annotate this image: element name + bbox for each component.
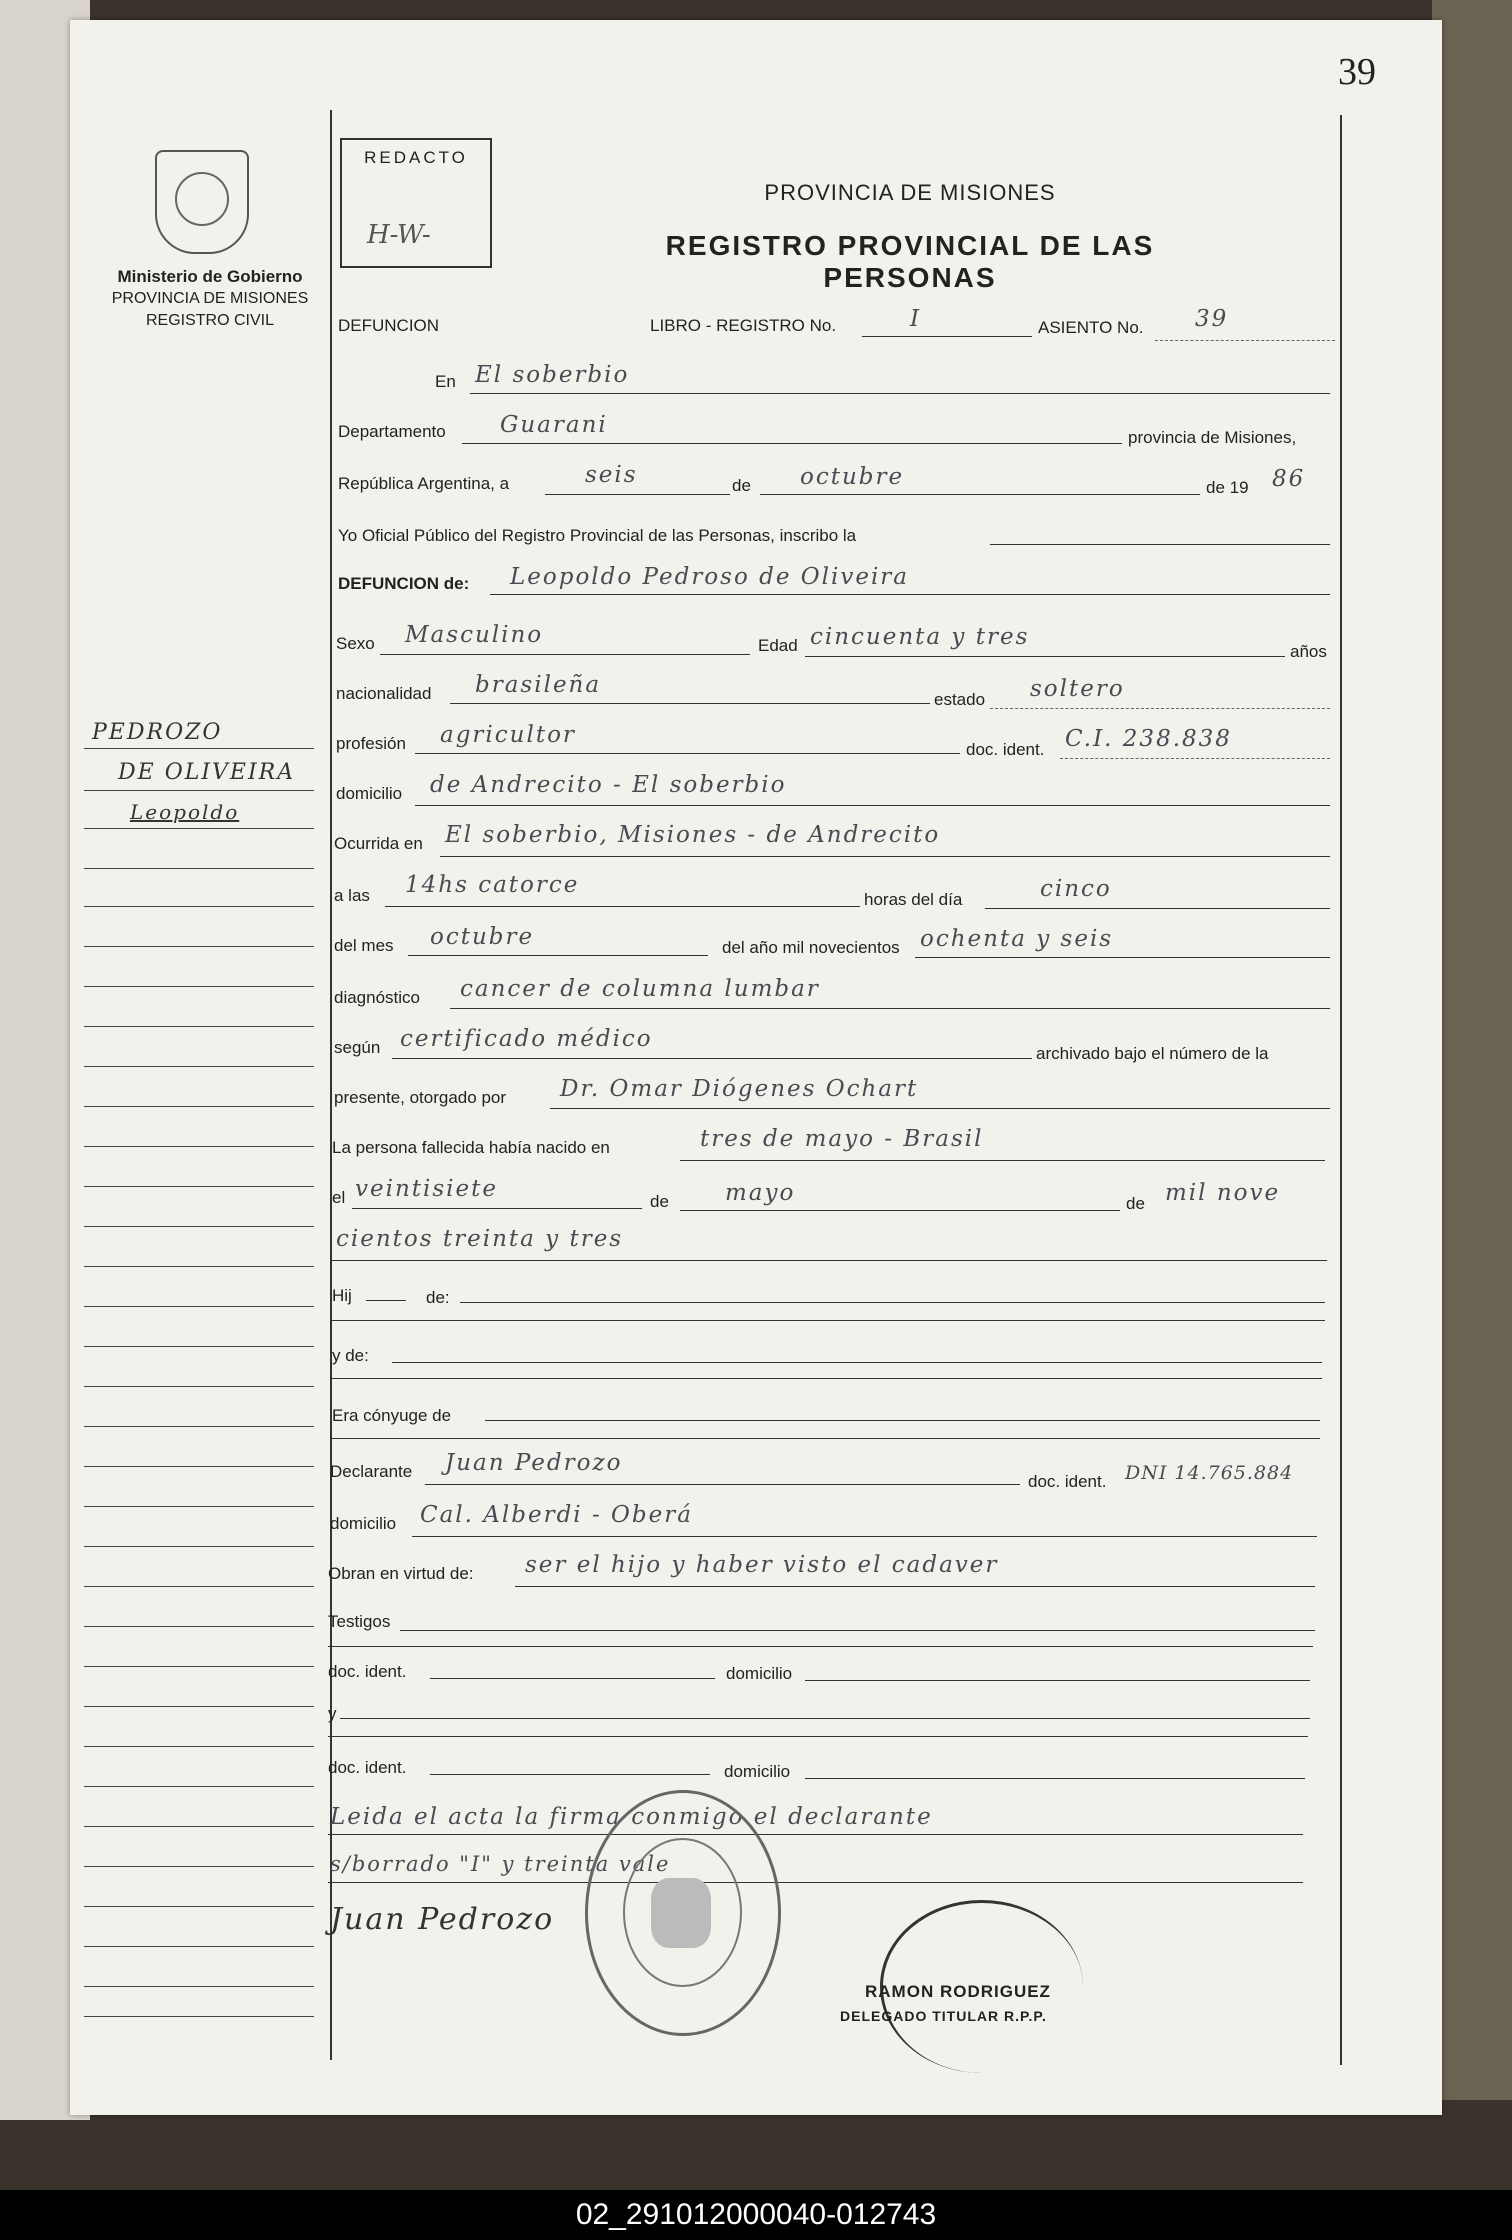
- alas-label: a las: [334, 886, 370, 905]
- horas-label: horas del día: [864, 890, 963, 909]
- departamento-label: Departamento: [338, 422, 446, 441]
- testigos-label: Testigos: [328, 1612, 391, 1631]
- estado-label: estado: [934, 690, 986, 709]
- date-continuation: cientos treinta y tres: [336, 1226, 624, 1252]
- de-label: de: [732, 476, 751, 495]
- ministry-name: Ministerio de Gobierno: [117, 267, 303, 286]
- decl-dom-value: Cal. Alberdi - Oberá: [420, 1502, 693, 1528]
- page-number: 39: [1338, 51, 1376, 93]
- official-stamp-icon: [585, 1790, 781, 2036]
- profesion-label: profesión: [336, 734, 406, 753]
- redacto-label: REDACTO: [364, 148, 468, 167]
- declarante-signature: Juan Pedrozo: [330, 1902, 555, 1937]
- delmes-label: del mes: [334, 936, 394, 955]
- hij-label: Hij: [332, 1286, 352, 1305]
- horas-value: cinco: [1040, 876, 1112, 902]
- sexo-value: Masculino: [405, 622, 544, 648]
- delanio-value: ochenta y seis: [920, 926, 1114, 952]
- da-value: mil nove: [1165, 1180, 1281, 1206]
- decl-doc-label: doc. ident.: [1028, 1472, 1107, 1491]
- republica-label: República Argentina, a: [338, 474, 510, 493]
- t1-dom-label: domicilio: [726, 1664, 793, 1683]
- asiento-label: ASIENTO No.: [1038, 318, 1144, 337]
- nacido-value: tres de mayo - Brasil: [700, 1126, 984, 1152]
- closing-line-1: Leida el acta la firma conmigo el declarante: [330, 1804, 933, 1830]
- diagnostico-value: cancer de columna lumbar: [460, 976, 820, 1002]
- y-label: y: [328, 1704, 337, 1723]
- el-value: veintisiete: [355, 1176, 498, 1202]
- ocurrida-value: El soberbio, Misiones - de Andrecito: [445, 822, 941, 848]
- provincia-label: provincia de Misiones,: [1128, 428, 1297, 447]
- libro-label: LIBRO - REGISTRO No.: [650, 316, 837, 335]
- el-label: el: [332, 1188, 346, 1207]
- delmes-value: octubre: [430, 924, 535, 950]
- ministry-registry: REGISTRO CIVIL: [145, 312, 275, 329]
- defuncion-de-label: DEFUNCION de:: [338, 574, 470, 593]
- edad-value: cincuenta y tres: [810, 624, 1030, 650]
- title-registry: REGISTRO PROVINCIAL DE LAS PERSONAS: [665, 230, 1155, 293]
- title-province: PROVINCIA DE MISIONES: [764, 180, 1056, 205]
- oficial-text: Yo Oficial Público del Registro Provincial de las Personas, inscribo la: [338, 526, 857, 545]
- decl-dom-label: domicilio: [330, 1514, 397, 1533]
- archivado-label: archivado bajo el número de la: [1036, 1044, 1269, 1063]
- edad-label: Edad: [758, 636, 798, 655]
- margin-given-name: Leopoldo: [130, 800, 240, 824]
- declarante-value: Juan Pedrozo: [445, 1450, 623, 1476]
- asiento-value: 39: [1195, 306, 1229, 332]
- anos-label: años: [1290, 642, 1327, 661]
- anio-label: de 19: [1206, 478, 1249, 497]
- nacionalidad-value: brasileña: [475, 672, 602, 698]
- ministry-province: PROVINCIA DE MISIONES: [111, 290, 309, 307]
- margin-surname-2: DE OLIVEIRA: [118, 760, 296, 785]
- ministry-block: [80, 266, 340, 332]
- conyuge-label: Era cónyuge de: [332, 1406, 452, 1425]
- sexo-label: Sexo: [336, 634, 375, 653]
- diagnostico-label: diagnóstico: [334, 988, 421, 1007]
- yde-label: y de:: [332, 1346, 369, 1365]
- official-name: RAMON RODRIGUEZ: [865, 1982, 1051, 2001]
- departamento-value: Guarani: [500, 412, 608, 438]
- t1-doc-label: doc. ident.: [328, 1662, 407, 1681]
- form-type: DEFUNCION: [338, 316, 440, 335]
- redacto-initials: H-W-: [367, 220, 431, 250]
- hij-de-label: de:: [426, 1288, 450, 1307]
- domicilio-value: de Andrecito - El soberbio: [430, 772, 787, 798]
- da-label: de: [1126, 1194, 1145, 1213]
- coat-of-arms-icon: [155, 150, 249, 254]
- delanio-label: del año mil novecientos: [722, 938, 900, 957]
- domicilio-label: domicilio: [336, 784, 403, 803]
- doc-ident-label: doc. ident.: [966, 740, 1045, 759]
- decl-doc-value: DNI 14.765.884: [1125, 1462, 1294, 1484]
- presente-label: presente, otorgado por: [334, 1088, 507, 1107]
- official-title: DELEGADO TITULAR R.P.P.: [840, 2008, 1047, 2024]
- dia-value: seis: [585, 462, 638, 488]
- de2-value: mayo: [725, 1180, 796, 1206]
- estado-value: soltero: [1030, 676, 1125, 702]
- ocurrida-label: Ocurrida en: [334, 834, 423, 853]
- deceased-name: Leopoldo Pedroso de Oliveira: [510, 564, 910, 590]
- margin-surname: PEDROZO: [92, 720, 223, 745]
- profesion-value: agricultor: [440, 722, 576, 748]
- obran-value: ser el hijo y haber visto el cadaver: [525, 1552, 999, 1578]
- closing-line-2: s/borrado "I" y treinta vale: [330, 1852, 671, 1876]
- t2-doc-label: doc. ident.: [328, 1758, 407, 1777]
- nacionalidad-label: nacionalidad: [336, 684, 432, 703]
- libro-value: I: [910, 306, 922, 332]
- redacto-box: [340, 138, 492, 268]
- book-edge: [1432, 0, 1512, 2100]
- doc-ident-value: C.I. 238.838: [1065, 726, 1232, 752]
- segun-label: según: [334, 1038, 381, 1057]
- alas-value: 14hs catorce: [405, 872, 580, 898]
- image-identifier: 02_291012000040-012743: [0, 2190, 1512, 2240]
- de2-label: de: [650, 1192, 669, 1211]
- anio-value: 86: [1272, 466, 1306, 492]
- en-value: El soberbio: [475, 362, 630, 388]
- declarante-label: Declarante: [330, 1462, 413, 1481]
- mes-value: octubre: [800, 464, 905, 490]
- vertical-rule-right: [1340, 115, 1342, 2065]
- t2-dom-label: domicilio: [724, 1762, 791, 1781]
- obran-label: Obran en virtud de:: [328, 1564, 474, 1583]
- en-label: En: [435, 372, 456, 391]
- segun-value: certificado médico: [400, 1026, 653, 1052]
- presente-value: Dr. Omar Diógenes Ochart: [560, 1076, 919, 1102]
- nacido-label: La persona fallecida había nacido en: [332, 1138, 610, 1157]
